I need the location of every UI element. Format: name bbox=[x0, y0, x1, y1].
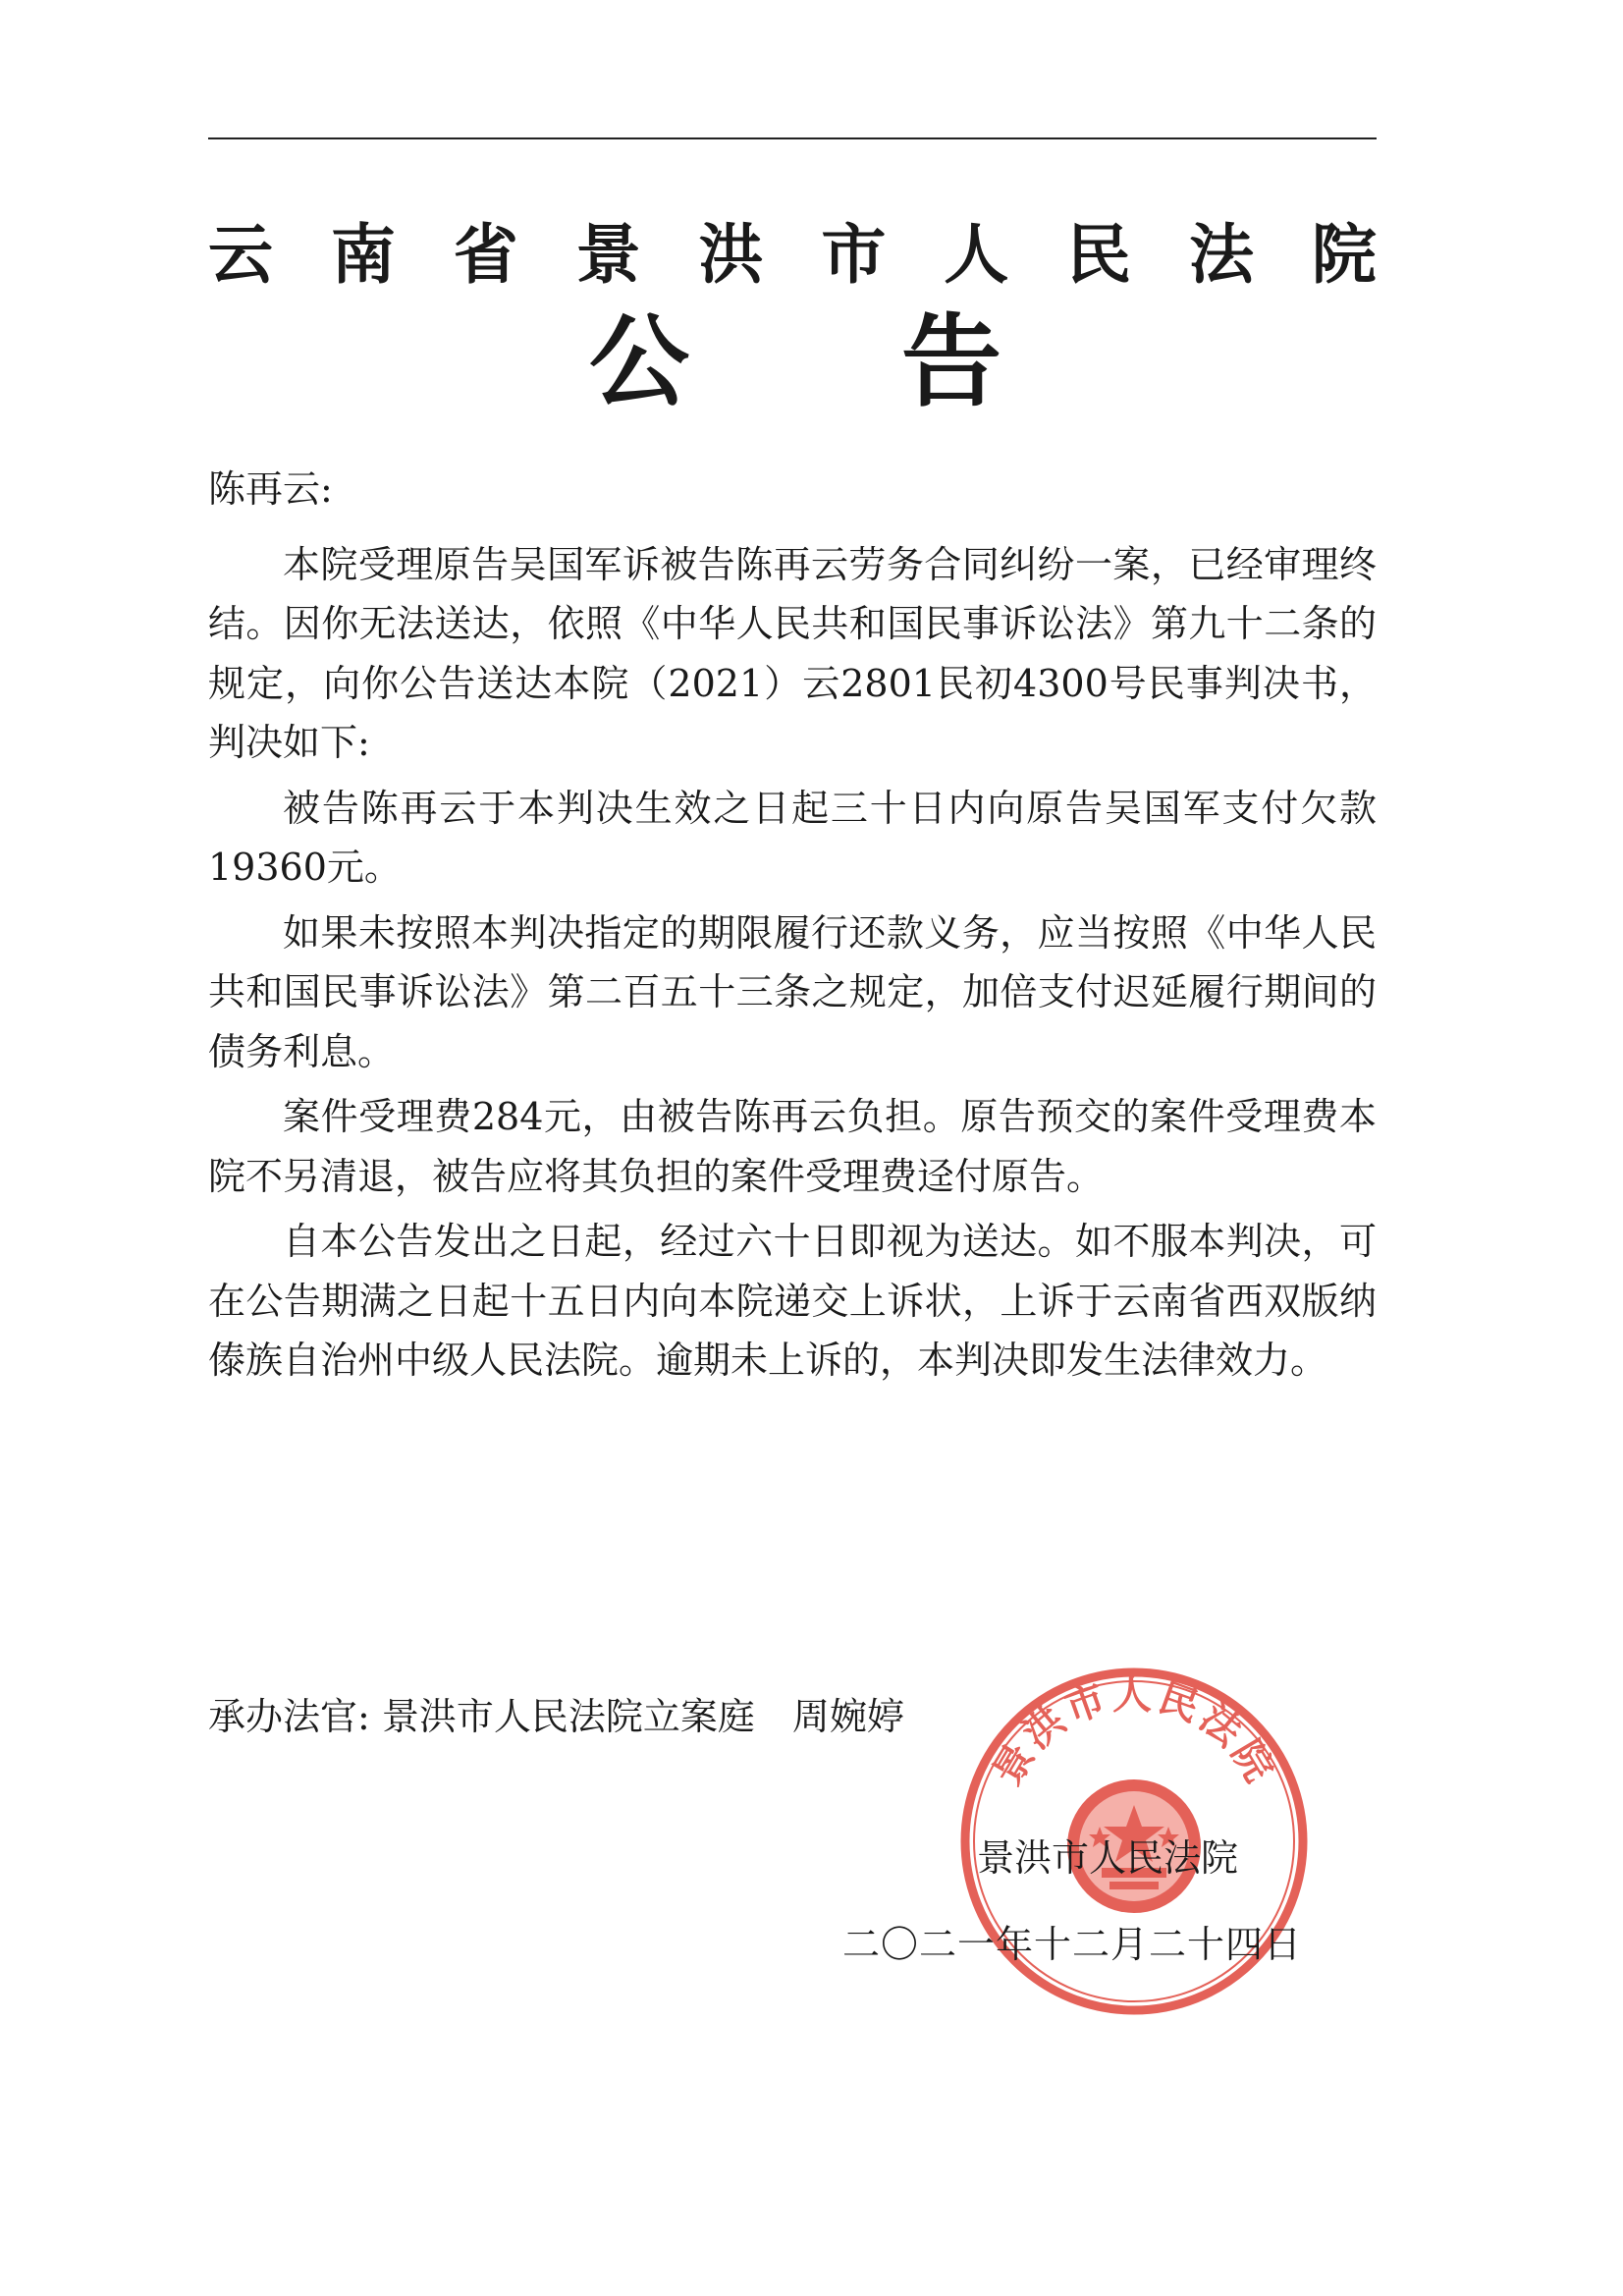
announcement-title-char: 公 bbox=[589, 304, 689, 421]
judge-name: 周婉婷 bbox=[791, 1695, 904, 1738]
announcement-body bbox=[208, 460, 1377, 1396]
paragraph-judgment: 被告陈再云于本判决生效之日起三十日内向原告吴国军支付欠款19360元。 bbox=[208, 786, 1377, 889]
court-name-char: 院 bbox=[1311, 217, 1377, 293]
court-name-char: 人 bbox=[944, 217, 1009, 293]
court-name-char: 市 bbox=[821, 217, 887, 293]
announcement-title-char: 告 bbox=[901, 304, 1001, 421]
court-name-char: 景 bbox=[575, 217, 641, 293]
court-name-char: 洪 bbox=[698, 217, 764, 293]
salutation: 陈再云: bbox=[208, 467, 333, 511]
top-rule bbox=[208, 137, 1377, 139]
signature-date: 二〇二一年十二月二十四日 bbox=[842, 1923, 1303, 1966]
paragraph-service-appeal: 自本公告发出之日起，经过六十日即视为送达。如不服本判决，可在公告期满之日起十五日内向本院递交上诉状，上诉于云南省西双版纳傣族自治州中级人民法院。逾期未上诉的，本判决即发生法律效力。 bbox=[208, 1220, 1377, 1382]
announcement-title bbox=[589, 295, 1001, 432]
judge-label: 承办法官: bbox=[208, 1695, 370, 1738]
paragraph-case-summary: 本院受理原告吴国军诉被告陈再云劳务合同纠纷一案，已经审理终结。因你无法送达，依照《中华人民共和国民事诉讼法》第九十二条的规定，向你公告送达本院（2021）云2801民初4300号民事判决书，判决如下: bbox=[208, 542, 1377, 764]
court-name-heading bbox=[208, 201, 1377, 309]
paragraph-case-fee: 案件受理费284元，由被告陈再云负担。原告预交的案件受理费本院不另清退，被告应将其负担的案件受理费迳付原告。 bbox=[208, 1095, 1377, 1198]
judge-department: 景洪市人民法院立案庭 bbox=[381, 1695, 755, 1738]
court-name-char: 法 bbox=[1189, 217, 1254, 293]
court-name-char: 云 bbox=[208, 217, 273, 293]
signature-court: 景洪市人民法院 bbox=[977, 1836, 1239, 1880]
court-name-char: 民 bbox=[1066, 217, 1132, 293]
court-name-char: 南 bbox=[330, 217, 396, 293]
seal-arc-text: 景洪市人民法院 bbox=[984, 1671, 1284, 1793]
court-name-char: 省 bbox=[453, 217, 518, 293]
paragraph-delay-interest: 如果未按照本判决指定的期限履行还款义务，应当按照《中华人民共和国民事诉讼法》第二百五十三条之规定，加倍支付迟延履行期间的债务利息。 bbox=[208, 910, 1377, 1073]
